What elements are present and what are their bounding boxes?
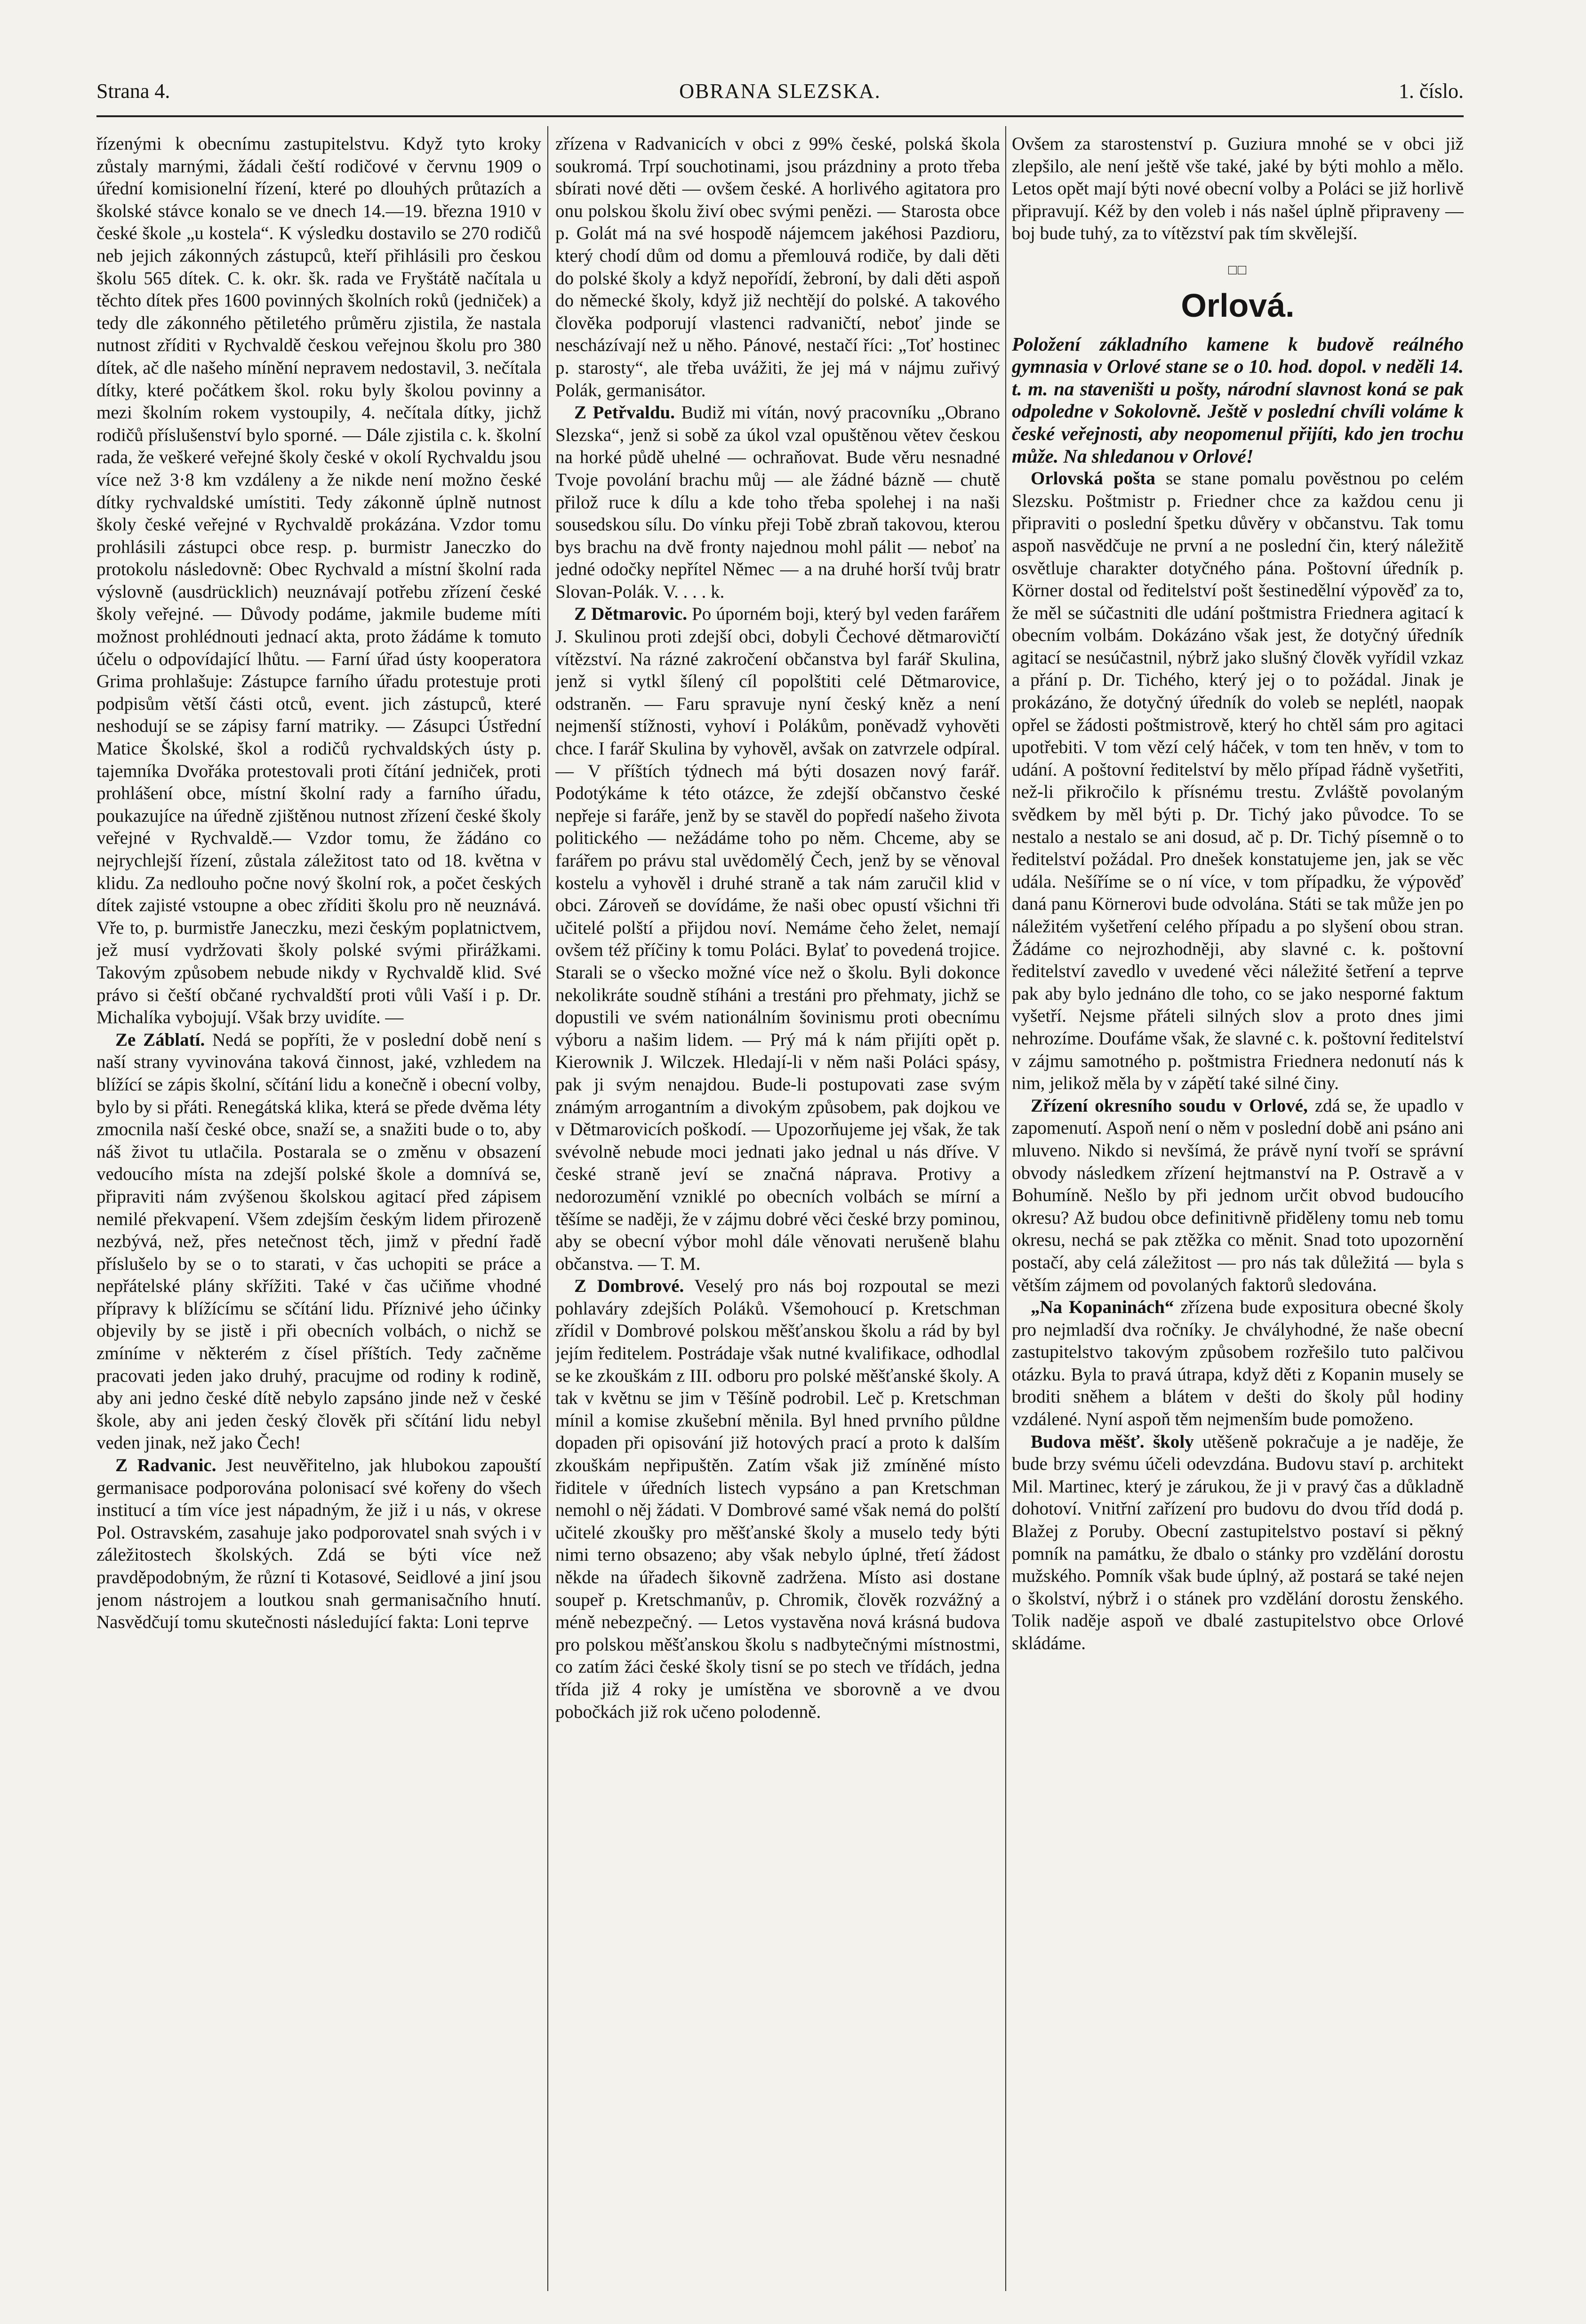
paragraph-text: zřízena v Radvanicích v obci z 99% české, polská škola soukromá. Trpí souchotinami, jsou prázdniny a proto třeba sbírati nové děti — ovšem české. A horlivého agitatora pro onu polskou školu živí obec svými penězi. — Starosta obce p. Golát má na své hospodě nájemcem jakéhosi Pazdioru, který chodí dům od domu a přemlouvá rodiče, by dali děti do polské školy a když nepořídí, žebroní, by dali děti aspoň do německé školy, když již nechtějí do polské. A takového člověka podporují vlastenci radvaničtí, neboť jinde se nescházívají než u něho. Pánové, nestačí říci: „Toť hostinec p. starosty“, ale třeba uvážiti, že jej má v nájmu zuřivý Polák, germanisátor.	[555, 134, 1000, 401]
article-paragraph	[96, 1454, 541, 1634]
header-rule	[96, 115, 1464, 117]
article-paragraph	[1012, 133, 1464, 245]
column-3	[1012, 133, 1464, 2288]
article-paragraph	[555, 1275, 1000, 1723]
page-header	[96, 79, 1464, 112]
column-divider	[1005, 126, 1006, 2291]
article-paragraph	[1012, 1296, 1464, 1431]
paragraph-lead: Orlovská pošta	[1031, 468, 1155, 489]
paragraph-text: zřízena bude expositura obecné školy pro nejmladší dva ročníky. Je chvályhodné, že naše obecní zastupitelstvo takovým způsobem rozřešilo tuto palčivou otázku. Byla to pravá útrapa, když děti z Kopanin musely se broditi sněhem a blátem v dešti do školy půl hodiny vzdálené. Nyní aspoň těm nejmenším bude pomoženo.	[1012, 1297, 1464, 1430]
announcement-notice: Položení základního kamene k budově reálného gymnasia v Orlové stane se o 10. hod. dopol. v neděli 14. t. m. na staveništi u pošty, národní slavnost koná se pak odpoledne v Sokolovně. Ještě v poslední chvíli voláme k české veřejnosti, aby neopomenul přijíti, kdo jen trochu může. Na shledanou v Orlové!	[1012, 333, 1464, 467]
paragraph-text: se stane pomalu pověstnou po celém Slezsku. Poštmistr p. Friedner chce za každou cenu ji připraviti o poslední špetku důvěry v občanstvu. Tak tomu aspoň nasvědčuje ne první a ne poslední čin, který náležitě osvětluje charakter dotyčného pána. Poštovní úředník p. Körner dostal od ředitelství pošt šestinedělní výpověď za to, že měl se súčastniti dle udání poštmistra Friednera agitací k obecním volbám. Dokázáno však jest, že dotyčný úředník agitací se nesúčastnil, nýbrž jako slušný člověk vyřídil vzkaz a přání p. Dr. Tichého, který jej o to požádal. Jinak je prokázáno, že dotyčný úředník do voleb se neplétl, naopak opřel se žádosti poštmistrově, který ho chtěl sám pro agitaci upotřebiti. V tom vězí celý háček, v tom ten hněv, v tom to udání. A poštovní ředitelství by mělo případ řádně vyšetřiti, než-li přikročilo k přísnému trestu. Zvláště povolaným svědkem by měl býti p. Dr. Tichý jako původce. To se nestalo a nestalo se ani dosud, ač p. Dr. Tichý písemně o to ředitelství požádal. Pro dnešek konstatujeme jen, jak se věc udála. Nešíříme se o ní více, v tom případku, že výpověď daná panu Körnerovi bude odvolána. Státi se tak může jen po náležitém vyšetření celého případu a po slyšení obou stran. Žádáme co nejrozhodněji, aby slavné c. k. poštovní ředitelství zavedlo v uvedené věci náležité šetření a teprve pak aby bylo jednáno dle toho, co se jako nesporné faktum vyšetří. Nejsme přáteli silných slov a proto dnes jimi nehrozíme. Doufáme však, že slavné c. k. poštovní ředitelství v zájmu samotného p. poštmistra Friednera nedonutí nás k nim, jelikož měla by v zápětí také silné činy.	[1012, 468, 1464, 1094]
paragraph-lead: Budova měšť. školy	[1031, 1431, 1194, 1452]
article-paragraph	[1012, 467, 1464, 1095]
section-ornament: □□	[1228, 262, 1248, 278]
paragraph-lead: Zřízení okresního soudu v Orlové,	[1031, 1095, 1308, 1116]
paragraph-lead: Z Petřvaldu.	[574, 402, 675, 423]
article-paragraph	[1012, 1095, 1464, 1296]
paragraph-text: Budiž mi vítán, nový pracovníku „Obrano Slezska“, jenž si sobě za úkol vzal opuštěnou větev českou na horké půdě uhelné — ochraňovat. Bude věru nesnadné Tvoje povolání brachu můj — ale žádné bázně — chutě přilož ruce k dílu a kde toho třeba spolehej i na naši sousedskou sílu. Do vínku přeji Tobě zbraň takovou, kterou bys brachu na dvě fronty najednou mohl pálit — neboť na jedné odočky nepřítel Němec — a na druhé horší tvůj bratr Slovan-Polák. V. . . . k.	[555, 402, 1000, 602]
article-paragraph	[1012, 1431, 1464, 1655]
paragraph-lead: Ze Záblatí.	[115, 1029, 205, 1050]
column-2	[555, 133, 1000, 2288]
column-divider	[547, 126, 548, 2291]
paragraph-lead: Z Dombrové.	[574, 1276, 684, 1297]
masthead-title: OBRANA SLEZSKA.	[679, 80, 881, 103]
paragraph-text: Jest neuvěřitelno, jak hlubokou zapouští germanisace podporována polonisací své kořeny do všech institucí a tím více jest nápadným, že již i u nás, v okrese Pol. Ostravském, zasahuje jako podporovatel snah svých i v záležitostech školských. Zdá se býti více než pravděpodobným, že různí ti Kotasové, Seidlové a jiní jsou jenom nástrojem a loutkou snah germanisačního hnutí. Nasvědčují tomu skutečnosti následující fakta: Loni teprve	[96, 1455, 541, 1633]
column-1	[96, 133, 541, 2288]
paragraph-text: Nedá se popříti, že v poslední době není s naší strany vyvinována taková činnost, jaké, vzhledem na blížící se zápis školní, sčítání lidu a konečně i obecní volby, bylo by si přáti. Renegátská klika, která se přede dvěma léty zmocnila naší české obce, snaží se, a snažiti bude o to, aby náš život tu utlačila. Postarala se o změnu v obsazení vedoucího místa na zdejší polské škole a domnívá se, připraviti nám zvýšenou školskou agitací před zápisem nemilé překvapení. Všem zdejším českým lidem přirozeně nezbývá, než, přes netečnost těch, jimž v přední řadě příslušelo by se o to starati, v čas uchopiti se práce a nepřátelské plány skřížiti. Také v čas učiňme vhodné přípravy k blížícímu se sčítání lidu. Příznivé jeho účinky objevily by se jistě i při obecních volbách, o nichž se zmíníme v některém z čísel příštích. Tedy začněme pracovati jeden jako druhý, pracujme od rodiny k rodině, aby ani jedno české dítě nebylo zapsáno jinde než v české škole, aby ani jeden český člověk při sčítání lidu nebyl veden jinak, než jako Čech!	[96, 1029, 541, 1453]
paragraph-lead: Z Radvanic.	[115, 1455, 216, 1476]
paragraph-text: Veselý pro nás boj rozpoutal se mezi pohlaváry zdejších Poláků. Všemohoucí p. Kretschman zřídil v Dombrové polskou měšťanskou školu a rád by byl jejím ředitelem. Postrádaje však nutné kvalifikace, odhodlal se ke zkouškám z III. odboru pro polské měšťanské školy. A tak v květnu se jim v Těšíně podrobil. Leč p. Kretschman mínil a komise zkušební měnila. Byl hned prvního půldne dopaden při opisování již hotových prací a proto k dalším zkouškám nepřipuštěn. Zatím však již zmíněné místo řiditele v úředních listech vypsáno a pan Kretschman nemohl o něj žádati. V Dombrové samé však nemá do polští učitelé zkoušky pro měšťanské školy a muselo tedy býti nimi terno obsazeno; aby však nebylo úplné, třetí žádost někde na úřadech šikovně zadržena. Místo asi dostane soupeř p. Kretschmanův, p. Chromik, člověk rozvážný a méně nebezpečný. — Letos vystavěna nová krásná budova pro polskou měšťanskou školu s nadbytečnými místnostmi, co zatím žáci české školy tisní se po stech ve třídách, jedna třída již 4 roky je umístěna ve sborovně a ve dvou pobočkách již rok učeno polodenně.	[555, 1276, 1000, 1722]
article-paragraph	[555, 603, 1000, 1275]
page-number: Strana 4.	[96, 80, 170, 103]
article-paragraph	[555, 401, 1000, 603]
paragraph-text: Po úporném boji, který byl veden farářem J. Skulinou proti zdejší obci, dobyli Čechové dětmarovičtí vítězství. Na rázné zakročení občanstva byl farář Skulina, jenž si vytkl šílený cíl popolštiti celé Dětmarovice, odstraněn. — Faru spravuje nyní český kněz a není nejmenší stížnosti, vyhoví i Polákům, poněvadž vyhověti chce. I farář Skulina by vyhověl, avšak on zatvrzele odpíral. — V příštích týdnech má býti dosazen nový farář. Podotýkáme k této otázce, že zdejší občanstvo české nepřeje si faráře, jenž by se stavěl do popředí našeho života politického — nežádáme toho po něm. Chceme, aby se farářem po právu stal uvědomělý Čech, jenž by se věnoval kostelu a vyhověl i druhé straně a tak nám zaručil klid v obci. Zároveň se dovídáme, že naši obec opustí všichni tři učitelé polští a přijdou noví. Nemáme čeho želet, nemají ovšem též příčiny k tomu Poláci. Bylať to povedená trojice. Starali se o všecko možné více než o školu. Byli dokonce nekolikráte soudně stíháni a trestáni pro přehmaty, jichž se dopustili ve svém nationálním šovinismu proti obecnímu výboru a našim lidem. — Prý má k nám přijíti opět p. Kierownik J. Wilczek. Hledají-li v něm naši Poláci spásy, pak ji svým nenajdou. Bude-li postupovati zase svým známým arrogantním a divokým způsobem, pak dojkou ve v Dětmarovicích poškodí. — Upozorňujeme jej však, že tak svévolně nebude moci jednati jako jednal u nás dříve. V české straně jeví se značná náprava. Protivy a nedorozumění vzniklé po obecních volbách se mírní a těšíme se naději, že v zájmu dobré věci české brzy pominou, aby se obecní výbor mohl dále věnovati nerušeně blahu občanstva. — T. M.	[555, 604, 1000, 1274]
paragraph-text: zdá se, že upadlo v zapomenutí. Aspoň není o něm v poslední době ani psáno ani mluveno. Nikdo si nevšímá, že právě nyní tvoří se správní obvody následkem zřízení hejtmanství na P. Ostravě a v Bohumíně. Nešlo by při jednom určit obvod budoucího okresu? Až budou obce definitivně přiděleny tomu neb tomu okresu, nechá se pak ztěžka co měnit. Snad toto upozornění postačí, aby celá záležitost — pro nás tak důležitá — byla s větším zájmem od povolaných faktorů sledována.	[1012, 1095, 1464, 1295]
article-paragraph	[96, 133, 541, 1029]
paragraph-text: utěšeně pokračuje a je naděje, že bude brzy svému účeli odevzdána. Budovu staví p. architekt Mil. Martinec, který je zárukou, že ji v pravý čas a důkladně dohotoví. Vnitřní zařízení pro budovu do dvou tříd dodá p. Blažej z Poruby. Obecní zastupitelstvo postaví si pěkný pomník na památku, že dbalo o stánky pro vzdělání dorostu mužského. Pomník však bude úplný, až postará se také nejen o školství, nýbrž i o stánek pro vzdělání dorostu ženského. Tolik naděje aspoň ve dbalé zastupitelstvo obce Orlové skládáme.	[1012, 1431, 1464, 1653]
paragraph-lead: „Na Kopaninách“	[1031, 1297, 1174, 1318]
paragraph-lead: Z Dětmarovic.	[574, 604, 688, 625]
article-paragraph	[555, 133, 1000, 401]
paragraph-text: Ovšem za starostenství p. Guziura mnohé se v obci již zlepšilo, ale není ještě vše také, jaké by býti mohlo a mělo. Letos opět mají býti nové obecní volby a Poláci se již horlivě připravují. Kéž by den voleb i nás našel úplně připraveny — boj bude tuhý, za to vítězství pak tím skvělejší.	[1012, 134, 1464, 244]
paragraph-text: řízenými k obecnímu zastupitelstvu. Když tyto kroky zůstaly marnými, žádali čeští rodičové v červnu 1909 o úřední komisionelní řízení, které po dlouhých průtazích a školské stávce konalo se ve dnech 14.—19. března 1910 v české škole „u kostela“. K výsledku dostavilo se 270 rodičů neb jejich zákonných zástupců, kteří přihlásili pro českou školu 565 dítek. C. k. okr. šk. rada ve Fryštátě načítala u těchto dítek přes 1600 povinných školních roků (jedniček) a tedy dle zákonného pětiletého průměru zjistila, že nastala nutnost zříditi v Rychvaldě českou veřejnou školu pro 380 dítek, ač dle našeho mínění nepravem nedostavil, 3. nečítala dítky, které počátkem škol. roku byly školou povinny a mezi školním rokem vystoupily, 4. nečítala dítky, jichž rodičů příslušenství bylo sporné. — Dále zjistila c. k. školní rada, že veškeré veřejné školy české v okolí Rychvaldu jsou více než 3·8 km vzdáleny a že nikde není možno české dítky rychvaldské umístiti. Tedy zákonně úplně nutnost školy české veřejné v Rychvaldě prokázána. Vzdor tomu prohlásili zástupci obce resp. p. burmistr Janeczko do protokolu následovně: Obec Rychvald a místní školní rada výslovně (ausdrücklich) neuznávají potřebu zřízení české školy veřejné. — Důvody podáme, jakmile budeme míti možnost prohlédnouti jednací akta, proto žádáme k tomuto účelu o odpovídající lhůtu. — Farní úřad ústy kooperatora Grima prohlašuje: Zástupce farního úřadu protestuje proti podpisům větší části otců, event. jich zástupců, které neshodují se se zápisy farní matriky. — Zásupci Ústřední Matice Školské, škol a rodičů rychvaldských ústy p. tajemníka Dvořáka protestovali proti čítání jedniček, proti prohlášení obce, místní školní rady a farního úřadu, poukazujíce na úředně zjištěnou nutnost zřízení české školy veřejné v Rychvaldě.— Vzdor tomu, že žádáno co nejrychlejší řízení, zůstala záležitost tato od 18. května v klidu. Za nedlouho počne nový školní rok, a počet českých dítek zajisté vstoupne a obec zříditi školu pro ně neuznává. Vře to, p. burmistře Janeczku, mezi českým poplatnictvem, jež musí vydržovati školy polské svými přirážkami. Takovým způsobem nebude nikdy v Rychvaldě klid. Své právo si čeští občané rychvaldští proti vůli Vaší i p. Dr. Michalíka vybojují. Však brzy uvidíte. —	[96, 134, 541, 1028]
article-paragraph	[96, 1029, 541, 1454]
section-title: Orlová.	[1181, 287, 1295, 324]
issue-number: 1. číslo.	[1398, 80, 1464, 103]
